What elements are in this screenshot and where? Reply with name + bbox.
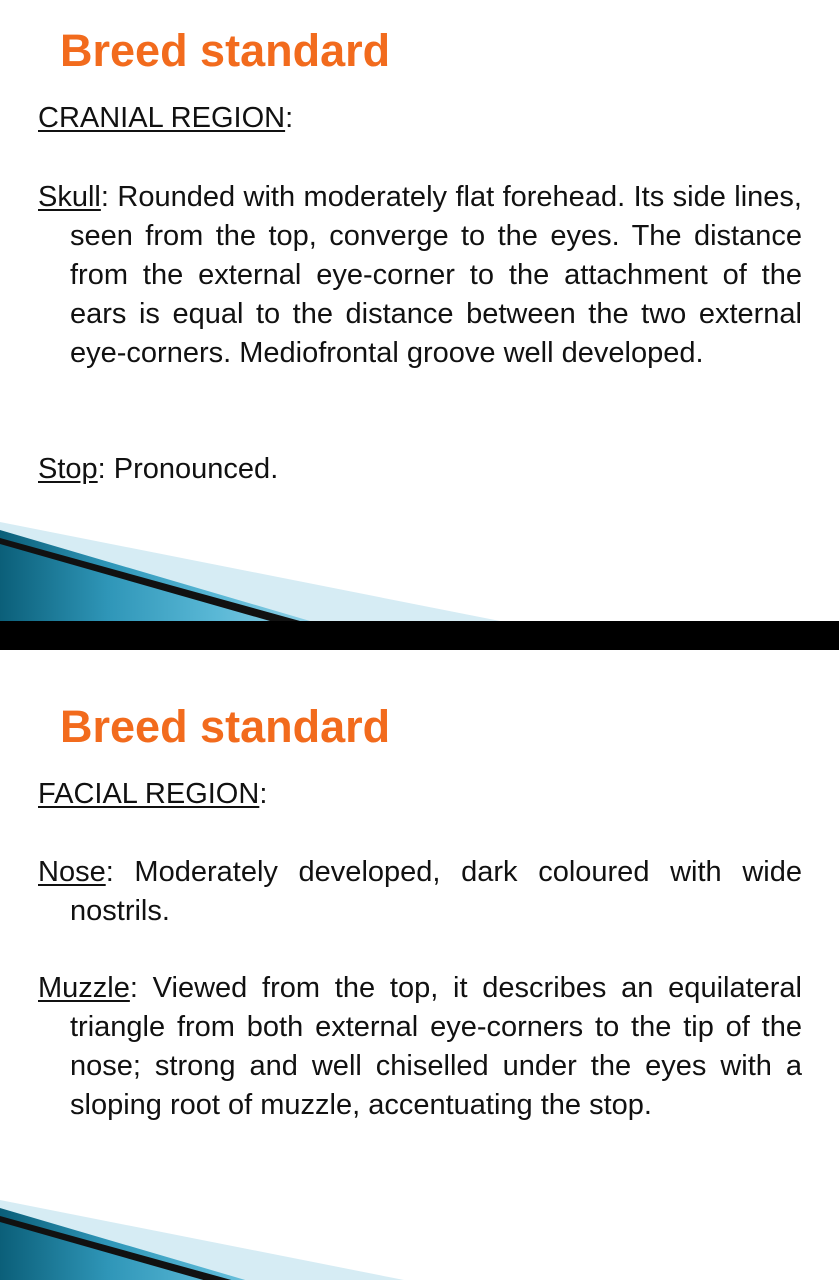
term-skull: Skull: [38, 181, 101, 213]
description-stop: Pronounced.: [105, 453, 279, 485]
decorative-swoosh: [0, 1190, 839, 1280]
description-skull: Rounded with moderately flat forehead. Its side lines, seen from the top, converge to the eyes. The distance from the external eye-corner to the attachment of the ears is equal to the distance between the two external eye-corners. Mediofrontal groove well developed.: [70, 181, 802, 369]
section-heading: CRANIAL REGION:: [38, 102, 294, 134]
slide-title: Breed standard: [60, 701, 391, 752]
section-heading-label: CRANIAL REGION: [38, 102, 286, 134]
description-nose: Moderately developed, dark coloured with wide nostrils.: [70, 856, 802, 927]
decorative-swoosh: [0, 512, 839, 621]
term-nose: Nose: [38, 856, 106, 888]
section-heading: FACIAL REGION:: [38, 778, 268, 810]
slide-title: Breed standard: [60, 25, 391, 76]
paragraph-muzzle: Muzzle: Viewed from the top, it describes an equilateral triangle from both external eye-corners to the tip of the nose; strong and well chiselled under the eyes with a sloping root of muzzle, accentuating the stop.: [38, 972, 802, 1121]
paragraph-nose: Nose: Moderately developed, dark coloured with wide nostrils.: [38, 856, 802, 927]
term-muzzle: Muzzle: [38, 972, 130, 1004]
description-muzzle: Viewed from the top, it describes an equilateral triangle from both external eye-corners to the tip of the nose; strong and well chiselled under the eyes with a sloping root of muzzle, accentuating the stop.: [70, 972, 802, 1121]
slide-facial-region: [0, 650, 839, 1280]
slide-cranial-region: [0, 0, 839, 621]
paragraph-skull: Skull: Rounded with moderately flat forehead. Its side lines, seen from the top, converge to the eyes. The distance from the external eye-corner to the attachment of the ears is equal to the distance between the two external eye-corners. Mediofrontal groove well developed.: [38, 181, 802, 369]
term-stop: Stop: [38, 453, 98, 485]
section-heading-label: FACIAL REGION: [38, 778, 260, 810]
paragraph-stop: Stop: Pronounced.: [38, 453, 279, 485]
